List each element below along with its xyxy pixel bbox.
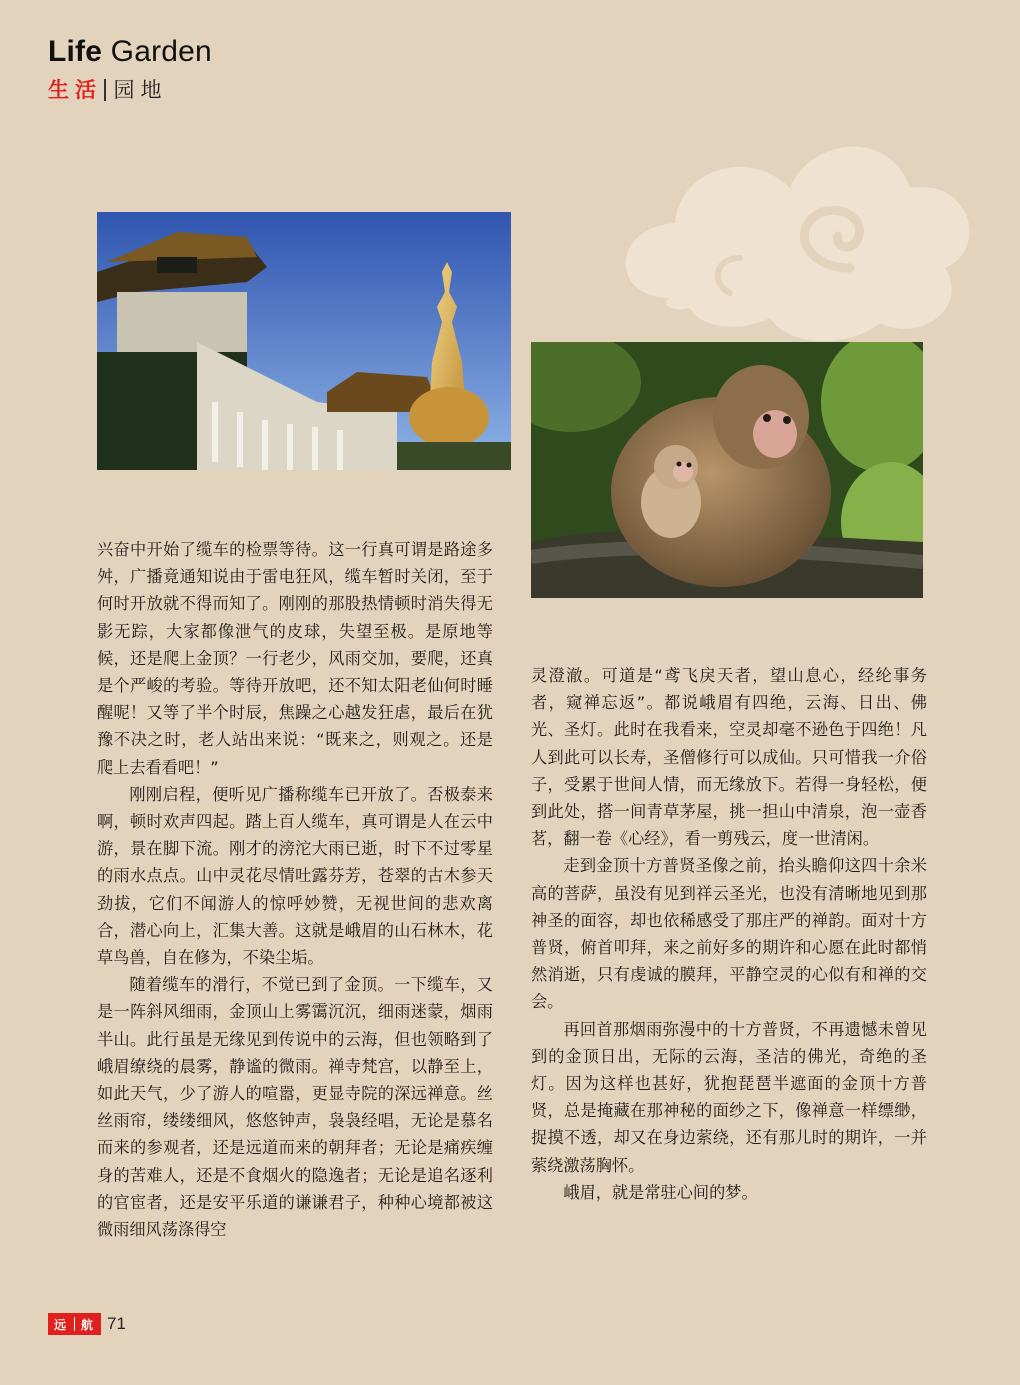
section-title-cn-red: 生活 <box>48 78 102 102</box>
magazine-logo-b: 航 <box>81 1317 96 1332</box>
magazine-logo-a: 远 <box>54 1317 69 1332</box>
article-column-left <box>97 536 493 1243</box>
page-footer <box>48 1313 126 1335</box>
section-title-en <box>48 34 212 70</box>
temple-photo <box>97 212 511 470</box>
paragraph: 再回首那烟雨弥漫中的十方普贤，不再遗憾未曾见到的金顶日出，无际的云海，圣洁的佛光，奇绝的圣灯。因为这样也甚好，犹抱琵琶半遮面的金顶十方普贤，总是掩藏在那神秘的面纱之下，像禅意一样缥缈，捉摸不透，却又在身边萦绕，还有那儿时的期许，一并萦绕激荡胸怀。 <box>531 1019 927 1175</box>
section-title-en-rest: Garden <box>102 35 212 68</box>
section-title-cn-dark: 园地 <box>113 78 168 102</box>
paragraph: 灵澄澈。可道是“鸢飞戾天者，望山息心，经纶事务者，窥禅忘返”。都说峨眉有四绝，云海、日出、佛光、圣灯。此时在我看来，空灵却毫不逊色于四绝！凡人到此可以长寿，圣僧修行可以成仙。只可惜我一介俗子，受累于世间人情，而无缘放下。若得一身轻松，便到此处，搭一间青草茅屋，挑一担山中清泉，泡一壶香茗，翻一卷《心经》，看一剪残云，度一世清闲。 <box>531 666 927 849</box>
logo-divider <box>74 1317 75 1331</box>
magazine-logo <box>48 1313 101 1335</box>
paragraph: 兴奋中开始了缆车的检票等待。这一行真可谓是路途多舛，广播竟通知说由于雷电狂风，缆车暂时关闭，至于何时开放就不得而知了。刚刚的那股热情顿时消失得无影无踪，大家都像泄气的皮球，失望至极。是原地等候，还是爬上金顶？一行老少，风雨交加，要爬，还真是个严峻的考验。等待开放吧，还不知太阳老仙何时睡醒呢！又等了半个时辰，焦躁之心越发狂虐，最后在犹豫不决之时，老人站出来说：“既来之，则观之。还是爬上去看看吧！” <box>97 540 493 777</box>
article-column-right <box>531 662 927 1206</box>
paragraph: 随着缆车的滑行，不觉已到了金顶。一下缆车，又是一阵斜风细雨，金顶山上雾霭沉沉，细雨迷蒙，烟雨半山。此行虽是无缘见到传说中的云海，但也领略到了峨眉缭绕的晨雾，静谧的微雨。禅寺梵宫，以静至上，如此天气，少了游人的喧嚣，更显寺院的深远禅意。丝丝雨帘，缕缕细风，悠悠钟声，袅袅经唱，无论是慕名而来的参观者，还是远道而来的朝拜者；无论是痛疾缠身的苦难人，还是不食烟火的隐逸者；无论是追名逐利的官宦者，还是安平乐道的谦谦君子，种种心境都被这微雨细风荡涤得空 <box>97 975 493 1240</box>
paragraph: 走到金顶十方普贤圣像之前，抬头瞻仰这四十余米高的菩萨，虽没有见到祥云圣光，也没有清晰地见到那神圣的面容，却也依稀感受了那庄严的禅韵。面对十方普贤，俯首叩拜，来之前好多的期许和心愿在此时都悄然消逝，只有虔诚的膜拜，平静空灵的心似有和禅的交会。 <box>531 856 927 1012</box>
paragraph: 峨眉，就是常驻心间的梦。 <box>563 1182 758 1202</box>
section-title-cn <box>48 76 212 104</box>
cloud-ornament <box>550 118 990 358</box>
monkey-photo <box>531 342 923 598</box>
section-title-en-bold: Life <box>48 35 103 68</box>
title-divider <box>104 79 106 101</box>
paragraph: 刚刚启程，便听见广播称缆车已开放了。否极泰来啊，顿时欢声四起。踏上百人缆车，真可谓是人在云中游，景在脚下流。刚才的滂沱大雨已逝，时下不过零星的雨水点点。山中灵花尽情吐露芬芳，苍翠的古木参天劲拔，它们不闻游人的惊呼妙赞，无视世间的悲欢离合，潜心向上，汇集大善。这就是峨眉的山石林木，花草鸟兽，自在修为，不染尘垢。 <box>97 784 493 968</box>
page-number: 71 <box>107 1314 126 1333</box>
section-header <box>48 34 212 104</box>
